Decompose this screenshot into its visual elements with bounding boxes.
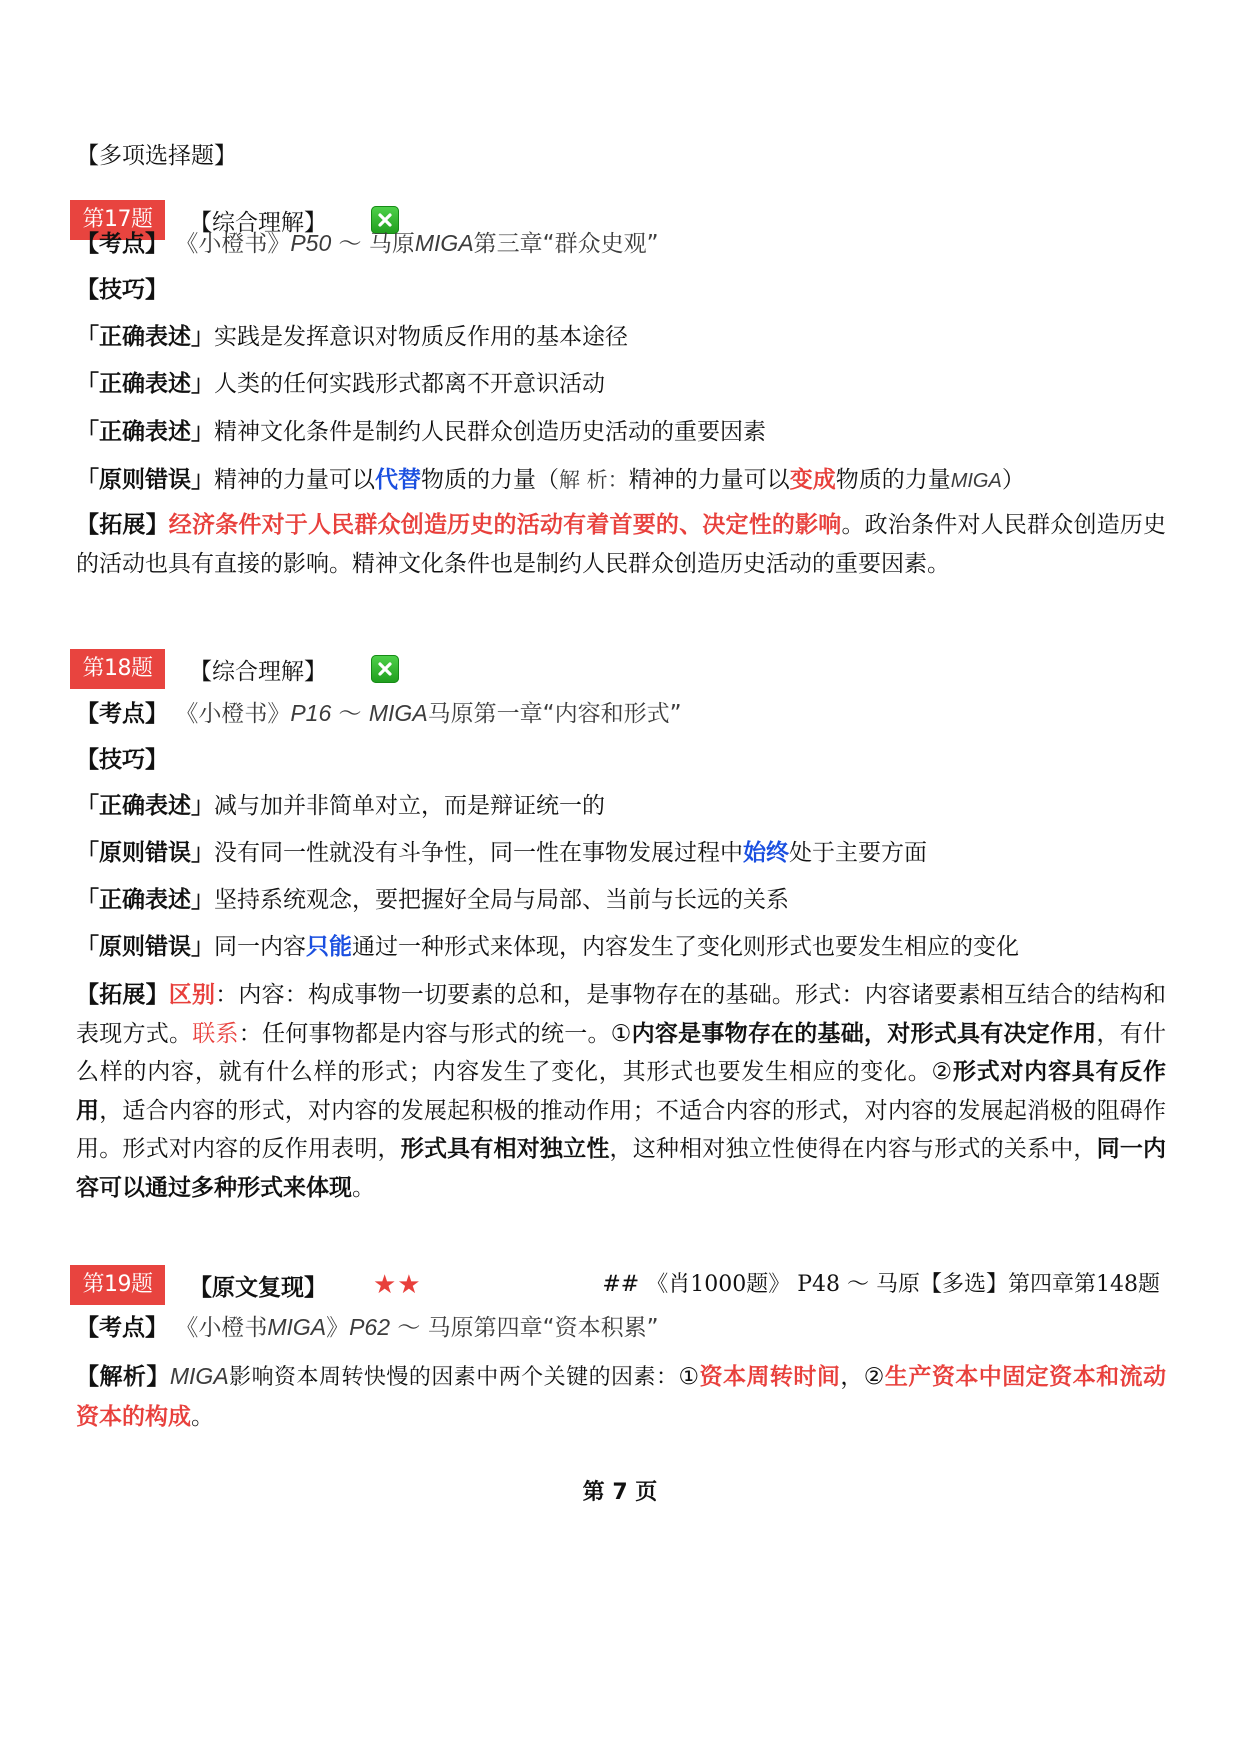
question-header-19 [70, 1264, 422, 1306]
statement-text: 实践是发挥意识对物质反作用的基本途径 [214, 324, 628, 350]
kaodian-label: 【考点】 [76, 231, 168, 257]
keyword-highlight: 变成 [789, 467, 836, 493]
statement-text: 通过一种形式来体现，内容发生了变化则形式也要发生相应的变化 [352, 934, 1019, 960]
circle-number: ① [678, 1364, 700, 1390]
keyword-highlight: 只能 [306, 934, 352, 960]
statement-tag: 「原则错误」 [76, 934, 214, 960]
kaodian-page: P62 [349, 1314, 391, 1340]
tuozhan-bold: 同一内容可以通过多种形式来体现 [76, 1136, 1167, 1201]
tuozhan-key-point: 经济条件对于人民群众创造历史的活动有着首要的、决定性的影响 [168, 512, 842, 538]
tuozhan-text: 。政治条件对人民群众创造历史的活动也具有直接的影响。精神文化条件也是制约人民群众创造历史活动的重要因素。 [76, 512, 1167, 577]
note-label: 解 析： [559, 468, 629, 492]
question-category: 【原文复现】 [189, 1274, 327, 1301]
keyword-highlight: 始终 [743, 840, 789, 866]
kaodian-book: 《小橙书》 [175, 701, 291, 727]
statement-item-error [76, 467, 1161, 494]
key-factor-1: 资本周转时间 [699, 1364, 841, 1390]
tuozhan-bold: 内容是事物存在的基础，对形式具有决定作用 [631, 1020, 1097, 1047]
lianxi-label: 联系 [192, 1020, 239, 1047]
kaodian-line [76, 230, 1161, 257]
kaodian-chapter: 第三章“群众史观” [473, 231, 659, 257]
tuozhan-paragraph [76, 976, 1166, 1207]
statement-tag: 「正确表述」 [76, 371, 214, 397]
kaodian-label: 【考点】 [76, 701, 168, 727]
jiqiao-label: 【技巧】 [76, 277, 168, 303]
question-number-badge: 第18题 [70, 649, 165, 689]
statement-tag: 「原则错误」 [76, 840, 214, 866]
statement-item [76, 419, 1161, 445]
key-factor-2: 生产资本中固定资本和流动资本的构成 [76, 1364, 1167, 1430]
statement-text: 减与加并非简单对立，而是辩证统一的 [214, 793, 605, 819]
tuozhan-bold: 形式具有相对独立性 [400, 1136, 610, 1162]
statement-tag: 「正确表述」 [76, 419, 214, 445]
qubie-label: 区别 [168, 982, 216, 1008]
jiexi-paragraph [76, 1357, 1166, 1436]
statement-tag: 「正确表述」 [76, 324, 214, 350]
kaodian-chapter: 马原第一章“内容和形式” [427, 701, 682, 727]
wrong-x-icon [371, 655, 399, 683]
kaodian-chapter: 马原第四章“资本积累” [427, 1315, 659, 1341]
miga-mark: MIGA [267, 1314, 327, 1340]
kaodian-line [76, 1314, 1161, 1341]
jiqiao-label: 【技巧】 [76, 747, 168, 773]
circle-number: ② [863, 1364, 885, 1390]
tuozhan-text: ，有什么样的内容，就有什么样的形式；内容发生了变化，其形式也要发生相应的变化。② [76, 1020, 1167, 1085]
statement-text: 坚持系统观念，要把握好全局与局部、当前与长远的关系 [214, 887, 789, 913]
statement-item-error [76, 840, 1161, 866]
note-text: 物质的力量 [835, 467, 951, 493]
miga-mark: MIGA [414, 230, 474, 256]
kaodian-sep: ～ [331, 701, 369, 727]
note-text: 精神的力量可以 [628, 467, 790, 493]
separator: ， [840, 1364, 864, 1390]
tuozhan-text: ，适合内容的形式，对内容的发展起积极的推动作用；不适合内容的形式，对内容的发展起消极的阻碍作用。形式对内容的反作用表明， [76, 1097, 1167, 1162]
tuozhan-bold: 形式对内容具有反作用 [76, 1059, 1167, 1124]
tuozhan-text: ，这种相对独立性使得在内容与形式的关系中， [609, 1136, 1097, 1162]
kaodian-sep: ～ [390, 1315, 428, 1341]
statement-item-error [76, 934, 1161, 960]
kaodian-line [76, 700, 1161, 727]
section-title: 【多项选择题】 [76, 143, 237, 169]
statement-text: 同一内容 [214, 934, 306, 960]
page-number: 第 7 页 [582, 1480, 658, 1505]
statement-item [76, 887, 1161, 913]
statement-text: 精神文化条件是制约人民群众创造历史活动的重要因素 [214, 419, 766, 445]
tuozhan-label: 【拓展】 [76, 512, 169, 538]
jiexi-label: 【解析】 [76, 1364, 170, 1390]
jiexi-text: 影响资本周转快慢的因素中两个关键的因素： [228, 1365, 679, 1390]
kaodian-book: 《小橙书》 [175, 231, 291, 257]
statement-item [76, 793, 1161, 819]
statement-text: 没有同一性就没有斗争性，同一性在事物发展过程中 [214, 840, 743, 866]
keyword-highlight: 代替 [375, 467, 421, 493]
kaodian-page: P16 [290, 700, 332, 726]
tuozhan-text: 。 [352, 1174, 375, 1201]
statement-tag: 「正确表述」 [76, 887, 214, 913]
statement-text: 处于主要方面 [789, 840, 927, 866]
note-close: ） [1001, 467, 1025, 493]
question-header-18 [70, 648, 399, 690]
tuozhan-label: 【拓展】 [76, 982, 169, 1008]
miga-mark: MIGA [950, 470, 1002, 492]
period: 。 [191, 1403, 214, 1430]
tuozhan-text: ：内容：构成事物一切要素的总和，是事物存在的基础。形式：内容诸要素相互结合的结构和表现方式。 [76, 982, 1167, 1047]
tuozhan-text: ：任何事物都是内容与形式的统一。① [238, 1020, 632, 1047]
question-category: 【综合理解】 [189, 209, 327, 236]
kaodian-label: 【考点】 [76, 1315, 168, 1341]
kaodian-book-close: 》 [326, 1315, 350, 1341]
statement-text: 物质的力量（ [421, 467, 559, 493]
statement-tag: 「原则错误」 [76, 467, 214, 493]
statement-tag: 「正确表述」 [76, 793, 214, 819]
miga-mark: MIGA [169, 1363, 229, 1389]
kaodian-text: 马原 [368, 231, 415, 257]
question-number-badge: 第17题 [70, 200, 165, 240]
difficulty-stars-icon: ★★ [373, 1270, 422, 1300]
kaodian-page: P50 [290, 230, 332, 256]
statement-text: 人类的任何实践形式都离不开意识活动 [214, 371, 605, 397]
miga-mark: MIGA [368, 700, 428, 726]
kaodian-book: 《小橙书 [175, 1315, 268, 1341]
statement-text: 精神的力量可以 [214, 467, 375, 493]
question-category: 【综合理解】 [189, 658, 327, 685]
kaodian-sep: ～ [331, 231, 369, 257]
question-number-badge: 第19题 [70, 1265, 165, 1305]
tuozhan-paragraph [76, 506, 1166, 583]
reference-source: ## 《肖1000题》 P48 ～ 马原【多选】第四章第148题 [602, 1272, 1160, 1297]
statement-item [76, 324, 1161, 350]
statement-item [76, 371, 1161, 397]
